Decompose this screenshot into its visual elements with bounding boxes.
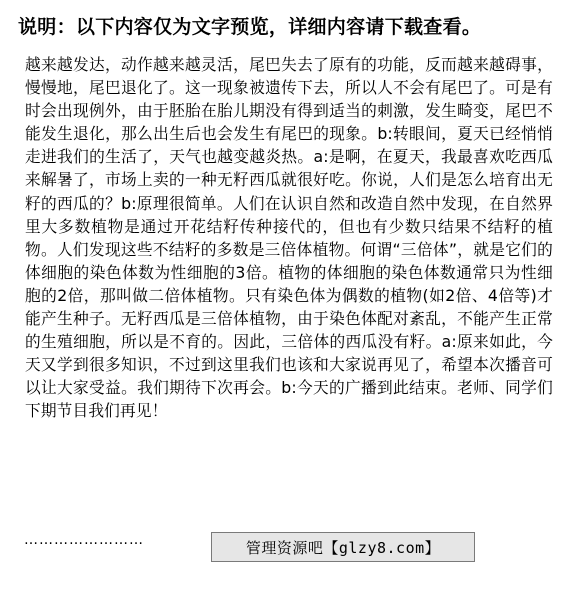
site-link-button[interactable]: 管理资源吧【glzy8.com】 [211, 532, 475, 562]
document-body-text: 越来越发达，动作越来越灵活，尾巴失去了原有的功能，反而越来越碍事，慢慢地，尾巴退化了。这一现象被遗传下去，所以人不会有尾巴了。可是有时会出现例外，由于胚胎在胎儿期没有得到适当的刺激，发生畸变，尾巴不能发生退化，那么出生后也会发生有尾巴的现象。b:转眼间，夏天已经悄悄走进我们的生活了，天气也越变越炎热。a:是啊，在夏天，我最喜欢吃西瓜来解暑了，市场上卖的一种无籽西瓜就很好吃。你说，人们是怎么培育出无籽的西瓜的？b:原理很简单。人们在认识自然和改造自然中发现，在自然界里大多数植物是通过开花结籽传种接代的，但也有少数只结果不结籽的植物。人们发现这些不结籽的多数是三倍体植物。何谓“三倍体”，就是它们的体细胞的染色体数为性细胞的3倍。植物的体细胞的染色体数通常只为性细胞的2倍，那叫做二倍体植物。只有染色体为偶数的植物(如2倍、4倍等)才能产生种子。无籽西瓜是三倍体植物，由于染色体配对紊乱，不能产生正常的生殖细胞，所以是不育的。因此，三倍体的西瓜没有籽。a:原来如此，今天又学到很多知识，不过到这里我们也该和大家说再见了，希望本次播音可以让大家受益。我们期待下次再会。b:今天的广播到此结束。老师、同学们下期节目我们再见！ [25, 55, 553, 421]
dotted-separator: …………………… [24, 532, 144, 548]
preview-notice-heading: 说明：以下内容仅为文字预览，详细内容请下载查看。 [18, 16, 482, 38]
